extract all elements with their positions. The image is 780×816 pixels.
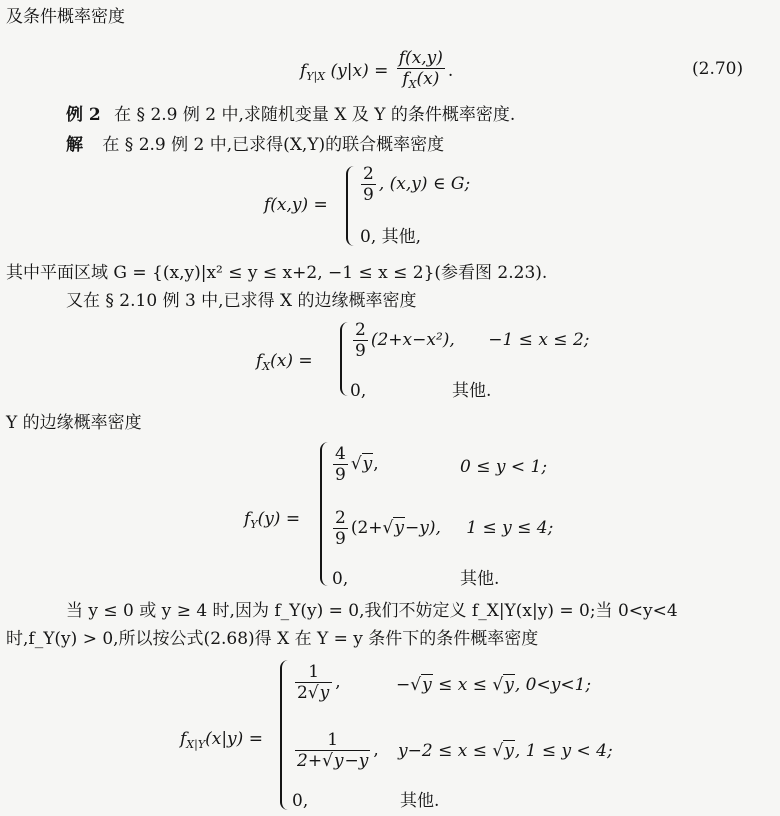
region-text: 其中平面区域 G = {(x,y)|x² ≤ y ≤ x+2, −1 ≤ x ≤ 2}(参看图 2.23). [6, 263, 548, 283]
joint-pdf-case-1: $\frac{2}{9}$ , (x,y) ∈ G; [363, 164, 471, 205]
bleed-through-text [430, 6, 436, 24]
solution-heading [66, 134, 444, 156]
marginal-y-case-3: 0, 其他. [332, 569, 500, 589]
cond-x-fraction-2: $\frac{1}{2+√y-y}$ [297, 730, 369, 771]
eq-denominator: $f_X(x)$ [402, 69, 440, 91]
cond-x-lhs: $f_{X|Y}(x|y)$ = [180, 729, 263, 751]
joint-pdf-lhs: f(x,y) = [264, 195, 328, 215]
cond-x-condition-1: −√y ≤ x ≤ √y, 0<y<1; [396, 675, 592, 695]
example-label: 例 2 [66, 105, 101, 125]
header-text: 及条件概率密度 [6, 7, 125, 27]
marginal-y-lhs: $f_Y(y)$ = [244, 509, 301, 531]
marginal-y-brace [320, 442, 330, 586]
marginal-x-brace [340, 322, 350, 396]
marginal-x-fraction: $\frac{2}{9}$ [355, 320, 366, 361]
joint-pdf-fraction: $\frac{2}{9}$ [363, 164, 374, 205]
example-text: 在 § 2.9 例 2 中,求随机变量 X 及 Y 的条件概率密度. [114, 105, 516, 125]
equation-2-70 [300, 48, 453, 95]
marginal-x-lhs: $f_X(x)$ = [256, 351, 313, 373]
joint-pdf-brace [346, 166, 356, 246]
marginal-y-case-1: $\frac{4}{9}$ √y, 0 ≤ y < 1; [335, 444, 548, 485]
cond-x-brace [280, 660, 290, 810]
solution-label: 解 [66, 135, 83, 155]
marginal-x-case-2: 0, 其他. [350, 381, 492, 401]
marginal-y-fraction-2: $\frac{2}{9}$ [335, 508, 346, 549]
eq-fraction [397, 48, 445, 95]
marginal-y-fraction-1: $\frac{4}{9}$ [335, 444, 346, 485]
eq-lhs-sub: Y|X [306, 70, 326, 83]
cond-x-case-2: $\frac{1}{2+√y-y}$ , y−2 ≤ x ≤ √y, 1 ≤ y < 4; [297, 730, 613, 771]
eq-period: . [447, 61, 454, 81]
marginal-y-case-2: $\frac{2}{9}$ (2+√y−y), 1 ≤ y ≤ 4; [335, 508, 554, 549]
cond-x-case-1: $\frac{1}{2√y}$ , −√y ≤ x ≤ √y, 0<y<1; [297, 662, 592, 703]
cond-x-condition-2: y−2 ≤ x ≤ √y, 1 ≤ y < 4; [398, 741, 613, 761]
paragraph-line-2: 时,f_Y(y) > 0,所以按公式(2.68)得 X 在 Y = y 条件下的条件概率密度 [6, 629, 539, 649]
cond-x-fraction-1: $\frac{1}{2√y}$ [295, 662, 332, 703]
paragraph-line-1: 当 y ≤ 0 或 y ≥ 4 时,因为 f_Y(y) = 0,我们不妨定义 f_X|Y(x|y) = 0;当 0<y<4 [66, 601, 678, 621]
marginal-y-intro: Y 的边缘概率密度 [6, 413, 142, 433]
marginal-x-intro: 又在 § 2.10 例 3 中,已求得 X 的边缘概率密度 [66, 291, 417, 311]
eq-numerator: f(x,y) [398, 48, 443, 68]
eq-lhs-f: f [300, 61, 307, 81]
solution-text: 在 § 2.9 例 2 中,已求得(X,Y)的联合概率密度 [102, 135, 445, 155]
joint-pdf-case-2: 0, 其他, [360, 227, 422, 247]
eq-lhs-arg: (y|x) = [330, 61, 389, 81]
cond-x-case-3: 0, 其他. [292, 791, 440, 811]
example-heading [66, 104, 515, 126]
marginal-x-case-1: $\frac{2}{9}$ (2+x−x²), −1 ≤ x ≤ 2; [355, 320, 590, 361]
equation-number: (2.70) [692, 59, 744, 79]
